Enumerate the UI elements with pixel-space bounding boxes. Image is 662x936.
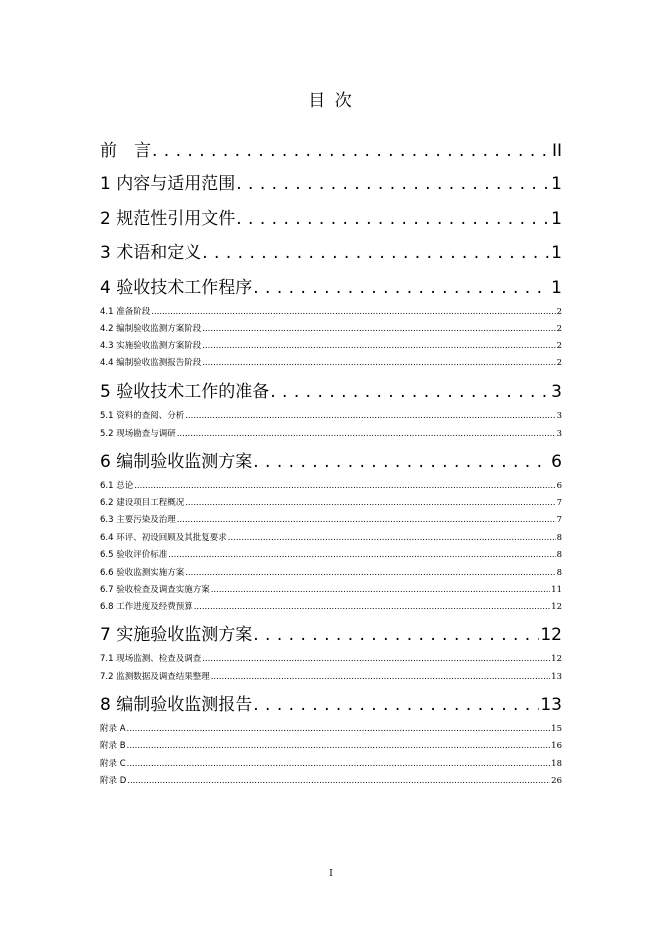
toc-leader-dots xyxy=(151,306,555,318)
toc-leader-dots xyxy=(127,758,551,770)
toc-leader-dots xyxy=(253,693,539,717)
toc-subentry[interactable] xyxy=(100,480,562,492)
toc-subentry[interactable] xyxy=(100,306,562,318)
toc-entry-label: 附录 D xyxy=(100,776,127,786)
toc-entry-label: 附录 A xyxy=(100,724,126,734)
toc-entry-label: 6 编制验收监测方案 xyxy=(100,452,253,472)
toc-entry-page: 16 xyxy=(551,741,562,751)
toc-entry-label: 6.7 验收检查及调查实施方案 xyxy=(100,585,210,595)
toc-leader-dots xyxy=(127,775,550,787)
toc-entry-label: 1 内容与适用范围 xyxy=(100,174,236,194)
toc-entry-page: 1 xyxy=(551,243,562,263)
toc-entry-page: 11 xyxy=(551,585,562,595)
toc-entry-page: 3 xyxy=(556,411,562,421)
toc-subentry[interactable] xyxy=(100,357,562,369)
toc-leader-dots xyxy=(202,323,555,335)
toc-entry-label: 6.5 验收评价标准 xyxy=(100,550,168,560)
toc-subentry[interactable] xyxy=(100,601,562,613)
toc-leader-dots xyxy=(228,532,556,544)
toc-entry-label: 5.2 现场勘查与调研 xyxy=(100,429,176,439)
toc-entry-page: 6 xyxy=(556,481,562,491)
toc-entry-label: 7 实施验收监测方案 xyxy=(100,625,253,645)
toc-leader-dots xyxy=(185,497,555,509)
toc-entry[interactable] xyxy=(100,172,562,196)
toc-leader-dots xyxy=(202,241,550,265)
toc-subentry[interactable] xyxy=(100,549,562,561)
toc-entry-page: 12 xyxy=(540,625,562,645)
toc-subentry[interactable] xyxy=(100,653,562,665)
toc-entry-label: 6.6 验收监测实施方案 xyxy=(100,568,185,578)
toc-leader-dots xyxy=(236,207,550,231)
toc-subentry[interactable] xyxy=(100,758,562,770)
toc-entry-label: 7.1 现场监测、检查及调查 xyxy=(100,654,202,664)
toc-entry-label: 8 编制验收监测报告 xyxy=(100,695,253,715)
toc-leader-dots xyxy=(253,450,550,474)
toc-entry-page: 12 xyxy=(551,654,562,664)
toc-leader-dots xyxy=(194,601,550,613)
toc-entry-label: 4 验收技术工作程序 xyxy=(100,278,253,298)
toc-subentry[interactable] xyxy=(100,340,562,352)
toc-entry[interactable] xyxy=(100,139,562,163)
toc-leader-dots xyxy=(177,428,556,440)
page-number-footer: I xyxy=(329,869,333,879)
toc-entry-page: 7 xyxy=(556,498,562,508)
toc-entry-page: 6 xyxy=(551,452,562,472)
toc-entry-page: 7 xyxy=(556,515,562,525)
toc-leader-dots xyxy=(236,172,550,196)
toc-entry[interactable] xyxy=(100,623,562,647)
toc-leader-dots xyxy=(177,514,556,526)
toc-subentry[interactable] xyxy=(100,428,562,440)
toc-entry-page: 8 xyxy=(556,568,562,578)
toc-entry-page: 3 xyxy=(556,429,562,439)
toc-entry-label: 5.1 资料的查阅、分析 xyxy=(100,411,185,421)
toc-subentry[interactable] xyxy=(100,671,562,683)
toc-entry-label: 2 规范性引用文件 xyxy=(100,209,236,229)
toc-entry-page: 2 xyxy=(556,324,562,334)
toc-subentry[interactable] xyxy=(100,740,562,752)
toc-entry-page: 2 xyxy=(556,307,562,317)
toc-entry-page: 1 xyxy=(551,174,562,194)
toc-entry[interactable] xyxy=(100,241,562,265)
toc-leader-dots xyxy=(185,410,555,422)
toc-entry[interactable] xyxy=(100,380,562,404)
toc-subentry[interactable] xyxy=(100,323,562,335)
toc-entry-page: 3 xyxy=(551,382,562,402)
toc-leader-dots xyxy=(202,340,555,352)
toc-leader-dots xyxy=(202,653,550,665)
toc-entry-page: 15 xyxy=(551,724,562,734)
toc-subentry[interactable] xyxy=(100,584,562,596)
toc-entry-label: 6.4 环评、初设回顾及其批复要求 xyxy=(100,533,227,543)
toc-subentry[interactable] xyxy=(100,567,562,579)
toc-leader-dots xyxy=(185,567,555,579)
toc-entry-label: 4.2 编制验收监测方案阶段 xyxy=(100,324,202,334)
toc-entry-label: 3 术语和定义 xyxy=(100,243,202,263)
toc-leader-dots xyxy=(253,623,539,647)
toc-entry-page: 2 xyxy=(556,341,562,351)
toc-entry-page: 8 xyxy=(556,533,562,543)
toc-leader-dots xyxy=(211,671,550,683)
toc-entry-page: 13 xyxy=(551,672,562,682)
toc-entry-page: 1 xyxy=(551,278,562,298)
toc-entry[interactable] xyxy=(100,450,562,474)
toc-leader-dots xyxy=(168,549,555,561)
toc-entry-page: 12 xyxy=(551,602,562,612)
toc-leader-dots xyxy=(127,740,551,752)
toc-entry-page: 26 xyxy=(551,776,562,786)
toc-subentry[interactable] xyxy=(100,532,562,544)
toc-subentry[interactable] xyxy=(100,410,562,422)
toc-leader-dots xyxy=(134,480,555,492)
toc-entry-page: 18 xyxy=(551,759,562,769)
toc-entry-label: 4.4 编制验收监测报告阶段 xyxy=(100,358,202,368)
toc-entry-label: 附录 C xyxy=(100,759,126,769)
toc-entry-label: 6.3 主要污染及治理 xyxy=(100,515,176,525)
toc-subentry[interactable] xyxy=(100,775,562,787)
toc-subentry[interactable] xyxy=(100,723,562,735)
toc-subentry[interactable] xyxy=(100,514,562,526)
toc-entry-page: 1 xyxy=(551,209,562,229)
toc-entry[interactable] xyxy=(100,276,562,300)
toc-leader-dots xyxy=(253,276,550,300)
toc-entry[interactable] xyxy=(100,207,562,231)
toc-entry-label: 6.8 工作进度及经费预算 xyxy=(100,602,193,612)
toc-subentry[interactable] xyxy=(100,497,562,509)
toc-leader-dots xyxy=(152,139,551,163)
toc-entry-label: 前 言 xyxy=(100,141,151,161)
toc-leader-dots xyxy=(211,584,550,596)
toc-leader-dots xyxy=(270,380,550,404)
toc-entry-label: 6.2 建设项目工程概况 xyxy=(100,498,185,508)
toc-entry-page: 2 xyxy=(556,358,562,368)
toc-leader-dots xyxy=(202,357,555,369)
toc-entry-label: 4.1 准备阶段 xyxy=(100,307,151,317)
toc-entry-label: 附录 B xyxy=(100,741,126,751)
toc-entry-label: 5 验收技术工作的准备 xyxy=(100,382,270,402)
toc-entry-label: 4.3 实施验收监测方案阶段 xyxy=(100,341,202,351)
toc-entry-page: II xyxy=(551,141,562,161)
toc-entry-label: 6.1 总论 xyxy=(100,481,134,491)
toc-entry-page: 8 xyxy=(556,550,562,560)
page-title: 目 次 xyxy=(308,91,354,111)
toc-entry-page: 13 xyxy=(540,695,562,715)
toc-entry[interactable] xyxy=(100,693,562,717)
toc-entry-label: 7.2 监测数据及调查结果整理 xyxy=(100,672,210,682)
toc-leader-dots xyxy=(127,723,551,735)
